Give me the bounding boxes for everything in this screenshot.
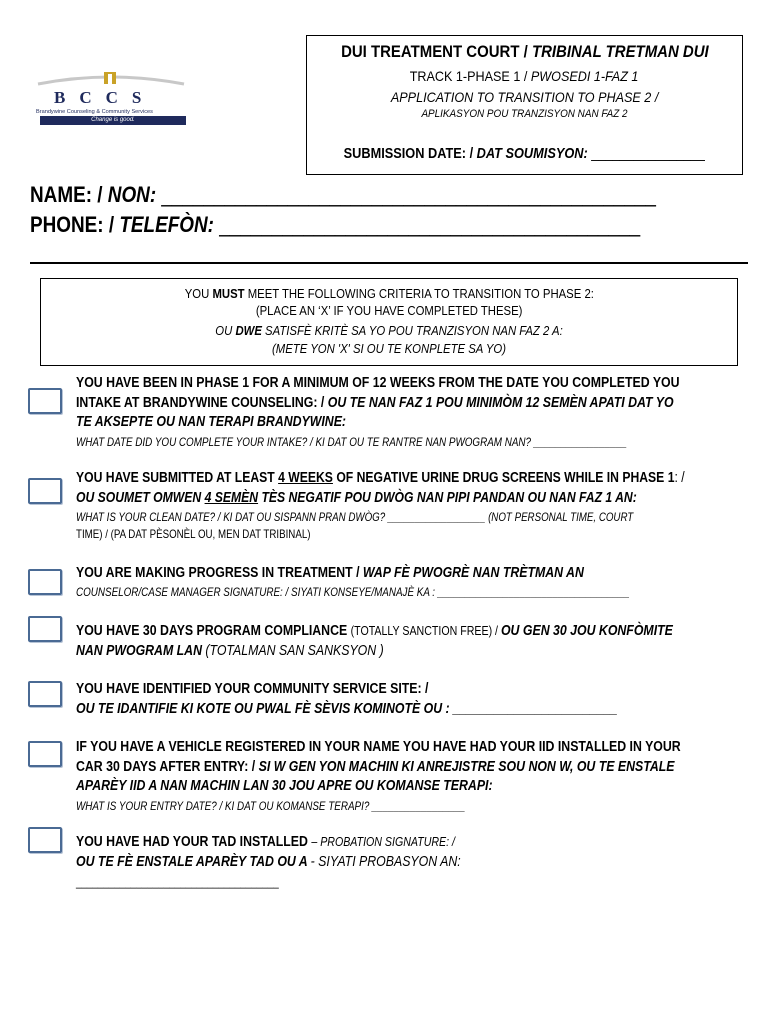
application-line: APPLICATION TO TRANSITION TO PHASE 2 / — [390, 89, 659, 105]
logo-letters: BCCS — [54, 88, 156, 107]
logo-swoosh-graphic — [36, 72, 186, 86]
application-line-creole: APLIKASYON POU TRANZISYON NAN FAZ 2 — [421, 108, 628, 120]
criteria-line-2: (PLACE AN ‘X’ IF YOU HAVE COMPLETED THESE) — [255, 304, 523, 318]
counselor-signature-field[interactable]: COUNSELOR/CASE MANAGER SIGNATURE: / SIYATI KONSEYE/MANAJÈ KA : ___________________________________ — [76, 585, 630, 599]
checkbox-phase1-12-weeks[interactable] — [28, 388, 62, 414]
criterion-phase1-12-weeks: YOU HAVE BEEN IN PHASE 1 FOR A MINIMUM OF 12 WEEKS FROM THE DATE YOU COMPLETED YOU INTAKE AT BRANDYWINE COUNSELING: / OU TE NAN FAZ 1 POU MINIMÒM 12 SEMÈN APATI DAT YO TE AKSEPTE OU NAN TERAPI BRANDYWINE: WHAT DATE DID YOU COMPLETE YOUR INTAKE? / KI DAT OU TE RANTRE NAN PWOGRAM NAN? _________________ — [76, 375, 680, 449]
name-field[interactable]: NAME: / NON: _______________________________________________ — [30, 182, 656, 207]
criterion-negative-screens: YOU HAVE SUBMITTED AT LEAST 4 WEEKS OF NEGATIVE URINE DRUG SCREENS WHILE IN PHASE 1: / OU SOUMET OMWEN 4 SEMÈN TÈS NEGATIF POU DWÒG NAN PIPI PANDAN OU NAN FAZ 1 AN: WHAT IS YOUR CLEAN DATE? / KI DAT OU SISPANN PRAN DWÒG? __________________ (NOT PERSONAL TIME, COURT TIME) / (PA DAT PÈSONÈL OU, MEN DAT TRIBINAL) — [76, 470, 685, 541]
checkbox-treatment-progress[interactable] — [28, 569, 62, 595]
criterion-program-compliance: YOU HAVE 30 DAYS PROGRAM COMPLIANCE (TOTALLY SANCTION FREE) / OU GEN 30 JOU KONFÒMITE NAN PWOGRAM LAN (TOTALMAN SAN SANKSYON ) — [76, 623, 673, 659]
form-title: DUI TREATMENT COURT / TRIBINAL TRETMAN DUI — [340, 42, 709, 61]
criterion-treatment-progress: YOU ARE MAKING PROGRESS IN TREATMENT / WAP FÈ PWOGRÈ NAN TRÈTMAN AN COUNSELOR/CASE MANAGER SIGNATURE: / SIYATI KONSEYE/MANAJÈ KA : ___________________________________ — [76, 565, 630, 599]
checkbox-iid-installed[interactable] — [28, 741, 62, 767]
form-header-box — [306, 35, 743, 175]
criteria-instructions-box — [40, 278, 738, 366]
probation-signature-blank[interactable]: _____________________________________ — [76, 876, 279, 889]
criteria-line-3: OU DWE SATISFÈ KRITÈ SA YO POU TRANZISYON NAN FAZ 2 A: — [215, 324, 563, 338]
checkbox-negative-screens[interactable] — [28, 478, 62, 504]
bccs-logo — [36, 68, 186, 126]
criteria-line-4: (METE YON 'X' SI OU TE KONPLETE SA YO) — [271, 342, 506, 356]
entry-date-question[interactable]: WHAT IS YOUR ENTRY DATE? / KI DAT OU KOMANSE TERAPI? _________________ — [76, 799, 466, 813]
criterion-community-service: YOU HAVE IDENTIFIED YOUR COMMUNITY SERVICE SITE: / OU TE IDANTIFIE KI KOTE OU PWAL FÈ SÈVIS KOMINOTÈ OU : ________________________ — [76, 681, 618, 717]
criterion-tad-installed: YOU HAVE HAD YOUR TAD INSTALLED – PROBATION SIGNATURE: / OU TE FÈ ENSTALE APARÈY TAD OU A - SIYATI PROBASYON AN: _____________________________________ — [76, 834, 461, 889]
clean-date-question[interactable]: WHAT IS YOUR CLEAN DATE? / KI DAT OU SISPANN PRAN DWÒG? __________________ (NOT PERSONAL TIME, COURT — [76, 511, 634, 524]
track-line: TRACK 1-PHASE 1 / PWOSEDI 1-FAZ 1 — [410, 68, 639, 84]
intake-date-question[interactable]: WHAT DATE DID YOU COMPLETE YOUR INTAKE? / KI DAT OU TE RANTRE NAN PWOGRAM NAN? _________________ — [76, 435, 627, 449]
criteria-line-1: YOU MUST MEET THE FOLLOWING CRITERIA TO TRANSITION TO PHASE 2: — [184, 287, 594, 301]
logo-org-name: Brandywine Counseling & Community Services — [36, 109, 153, 115]
section-divider — [30, 262, 748, 264]
submission-date-field[interactable]: SUBMISSION DATE: / DAT SOUMISYON: ________________ — [343, 146, 706, 162]
logo-tagline: Change is good. — [40, 116, 186, 125]
checkbox-tad-installed[interactable] — [28, 827, 62, 853]
checkbox-program-compliance[interactable] — [28, 616, 62, 642]
community-service-blank[interactable]: ________________________ — [453, 700, 618, 717]
criterion-iid-installed: IF YOU HAVE A VEHICLE REGISTERED IN YOUR NAME YOU HAVE HAD YOUR IID INSTALLED IN YOUR CAR 30 DAYS AFTER ENTRY: / SI W GEN YON MACHIN KI ANREJISTRE SOU NON W, OU TE ENSTALE APARÈY IID A NAN MACHIN LAN 30 JOU APRE OU KOMANSE TERAPI: WHAT IS YOUR ENTRY DATE? / KI DAT OU KOMANSE TERAPI? _________________ — [76, 739, 681, 813]
checkbox-community-service[interactable] — [28, 681, 62, 707]
phone-field[interactable]: PHONE: / TELEFÒN: ________________________________________ — [30, 212, 641, 237]
